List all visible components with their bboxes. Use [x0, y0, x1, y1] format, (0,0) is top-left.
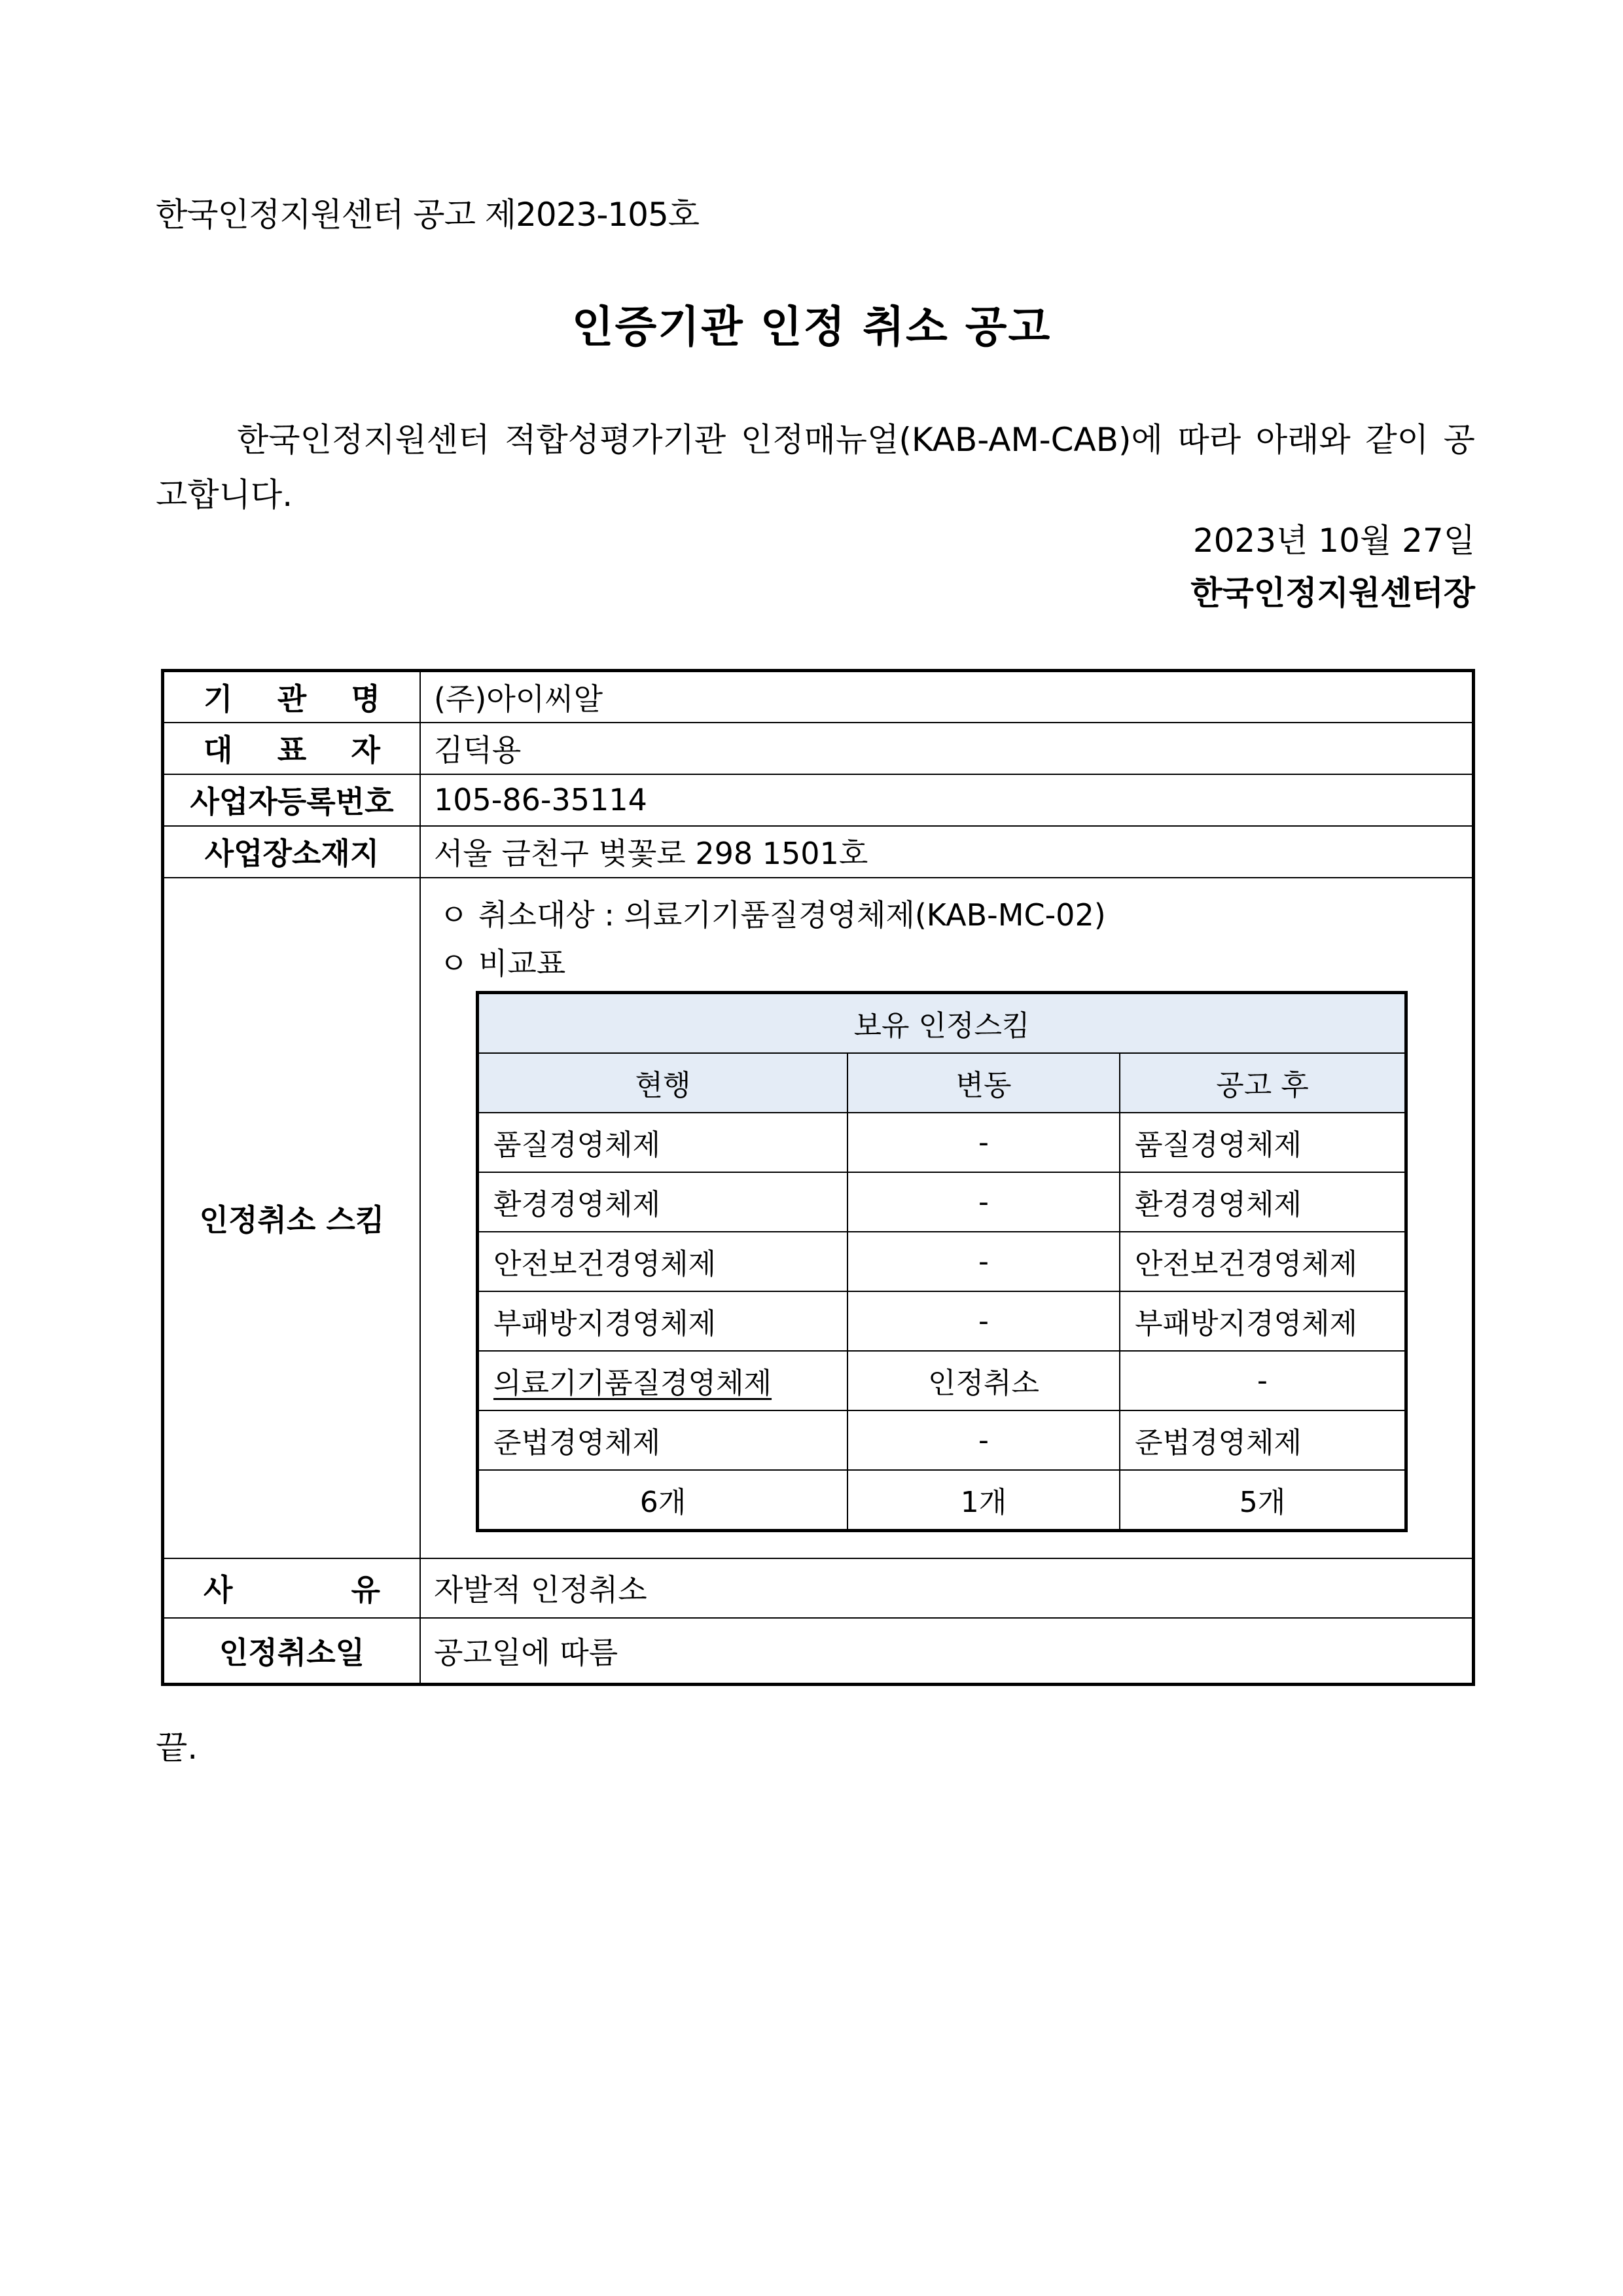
- table-row: [478, 1410, 1406, 1470]
- row-representative: [163, 723, 1474, 774]
- cell-current: 준법경영체제: [478, 1410, 848, 1470]
- totals-row: [478, 1470, 1406, 1531]
- value-institution-name: (주)아이씨알: [420, 671, 1474, 723]
- table-row: [478, 1232, 1406, 1291]
- comparison-header-row: [478, 1053, 1406, 1113]
- total-after: 5개: [1120, 1470, 1406, 1531]
- row-reason: [163, 1558, 1474, 1618]
- label-business-number: 사업자등록번호: [163, 774, 421, 826]
- table-row: [478, 1291, 1406, 1351]
- cancel-target-line: [439, 891, 1106, 935]
- cell-after: 환경경영체제: [1120, 1172, 1406, 1232]
- scheme-cell: [420, 878, 1474, 1558]
- bullet-circle-icon: ㅇ: [439, 945, 469, 981]
- comparison-label: 비교표: [478, 945, 566, 981]
- cell-change: -: [847, 1113, 1120, 1172]
- end-mark: 끝.: [156, 1729, 198, 1767]
- row-cancel-date: [163, 1618, 1474, 1685]
- table-row: [478, 1172, 1406, 1232]
- notice-number: 한국인정지원센터 공고 제2023-105호: [156, 196, 700, 234]
- row-institution-name: [163, 671, 1474, 723]
- table-row: [478, 1113, 1406, 1172]
- page-title: 인증기관 인정 취소 공고: [571, 302, 1052, 352]
- cell-after: 부패방지경영체제: [1120, 1291, 1406, 1351]
- cell-change: -: [847, 1172, 1120, 1232]
- value-reason: 자발적 인정취소: [420, 1558, 1474, 1618]
- label-representative: 대 표 자: [204, 732, 380, 768]
- cell-current-cancelled: 의료기기품질경영체제: [493, 1367, 772, 1400]
- label-institution-name: 기 관 명: [204, 681, 380, 717]
- cell-change: -: [847, 1410, 1120, 1470]
- table-row-cancelled: [478, 1351, 1406, 1410]
- total-change: 1개: [847, 1470, 1120, 1531]
- intro-text: 한국인정지원센터 적합성평가기관 인정매뉴얼(KAB-AM-CAB)에 따라 아래와 같이 공고합니다.: [156, 421, 1475, 514]
- label-cancel-date: 인정취소일: [163, 1618, 421, 1685]
- label-reason: 사 유: [204, 1572, 380, 1607]
- row-business-number: [163, 774, 1474, 826]
- label-business-address: 사업장소재지: [163, 826, 421, 878]
- value-representative: 김덕용: [420, 723, 1474, 774]
- row-cancel-scheme: [163, 878, 1474, 1558]
- cell-after: 안전보건경영체제: [1120, 1232, 1406, 1291]
- cell-current: 품질경영체제: [478, 1113, 848, 1172]
- label-cancel-scheme: 인정취소 스킴: [163, 878, 421, 1558]
- cell-change: -: [847, 1232, 1120, 1291]
- cancel-target-text: 취소대상 : 의료기기품질경영체제(KAB-MC-02): [478, 897, 1106, 933]
- col-header-after: 공고 후: [1120, 1053, 1406, 1113]
- notice-date: 2023년 10월 27일: [1192, 522, 1475, 560]
- cell-current: 환경경영체제: [478, 1172, 848, 1232]
- row-business-address: [163, 826, 1474, 878]
- total-current: 6개: [478, 1470, 848, 1531]
- comparison-line: [439, 940, 565, 983]
- col-header-current: 현행: [478, 1053, 848, 1113]
- cell-change: 인정취소: [847, 1351, 1120, 1410]
- comparison-table: [476, 991, 1408, 1532]
- cell-after: -: [1120, 1351, 1406, 1410]
- value-business-address: 서울 금천구 벚꽃로 298 1501호: [420, 826, 1474, 878]
- cell-change: -: [847, 1291, 1120, 1351]
- cell-current: 안전보건경영체제: [478, 1232, 848, 1291]
- bullet-circle-icon: ㅇ: [439, 897, 469, 933]
- cell-after: 준법경영체제: [1120, 1410, 1406, 1470]
- col-header-change: 변동: [847, 1053, 1120, 1113]
- info-table: [161, 669, 1475, 1686]
- cell-after: 품질경영체제: [1120, 1113, 1406, 1172]
- value-business-number: 105-86-35114: [420, 774, 1474, 826]
- cell-current: 부패방지경영체제: [478, 1291, 848, 1351]
- intro-paragraph: [156, 412, 1475, 522]
- issuer: 한국인정지원센터장: [1190, 574, 1475, 612]
- value-cancel-date: 공고일에 따름: [420, 1618, 1474, 1685]
- comparison-title-row: [478, 992, 1406, 1053]
- comparison-title: 보유 인정스킴: [478, 992, 1406, 1053]
